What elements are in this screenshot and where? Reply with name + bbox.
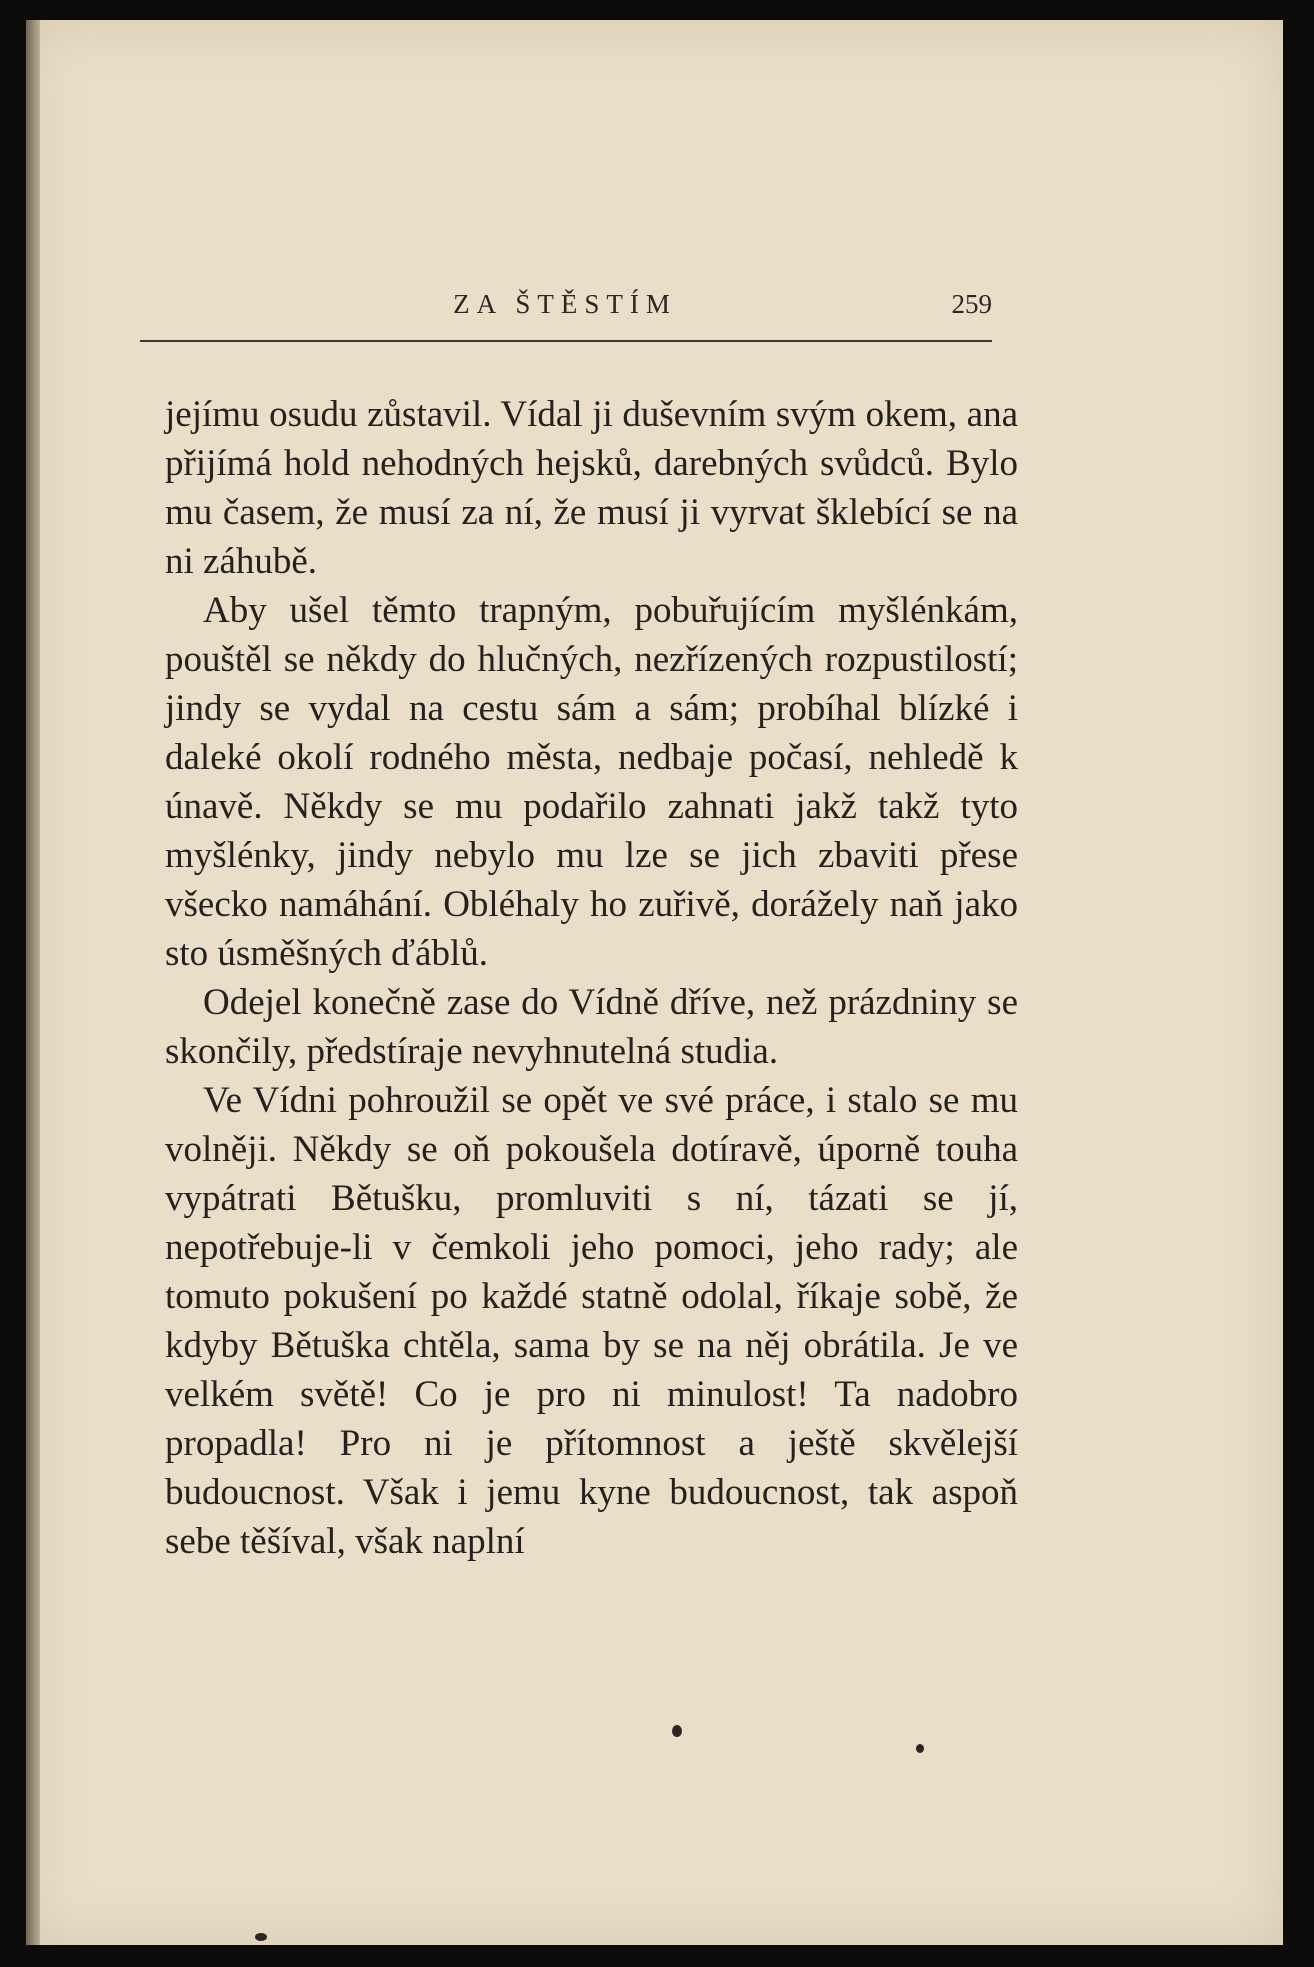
ink-speck xyxy=(916,1744,924,1753)
paragraph-1: jejímu osudu zůstavil. Vídal ji duševním svým okem, ana přijímá hold nehodných hejsků, darebných svůdců. Bylo mu časem, že musí za ní, že musí ji vyrvat šklebící se na ni záhubě. xyxy=(165,394,1018,582)
paragraph-3: Odejel konečně zase do Vídně dříve, než prázdniny se skončily, předstíraje nevyhnutelná studia. xyxy=(165,982,1018,1072)
paragraph-4: Ve Vídni pohroužil se opět ve své práce, i stalo se mu volněji. Někdy se oň pokoušela dotíravě, úporně touha vypátrati Bětušku, promluviti s ní, tázati se jí, nepotřebuje-li v čemkoli jeho pomoci, jeho rady; ale tomuto pokušení po každé statně odolal, říkaje sobě, že kdyby Bětuška chtěla, sama by se na něj obrátila. Je ve velkém světě! Co je pro ni minulost! Ta nadobro propadla! Pro ni je přítomnost a ještě skvělejší budoucnost. Však i jemu kyne budoucnost, tak aspoň sebe těšíval, však naplní xyxy=(165,1080,1018,1562)
running-head xyxy=(138,281,992,331)
header-rule xyxy=(140,340,992,342)
running-title: ZA ŠTĚSTÍM xyxy=(453,289,677,319)
ink-speck xyxy=(255,1933,267,1941)
ink-speck xyxy=(672,1725,682,1737)
paragraph-2: Aby ušel těmto trapným, pobuřujícím myšlénkám, pouštěl se někdy do hlučných, nezřízených rozpustilostí; jindy se vydal na cestu sám a sám; probíhal blízké i daleké okolí rodného města, nedbaje počasí, nehledě k únavě. Někdy se mu podařilo zahnati jakž takž tyto myšlénky, jindy nebylo mu lze se jich zbaviti přese všecko namáhání. Obléhaly ho zuřivě, dorážely naň jako sto úsměšných ďáblů. xyxy=(165,590,1018,974)
body-text xyxy=(165,390,1018,1566)
page-number: 259 xyxy=(951,289,992,319)
page-spine-edge xyxy=(26,20,40,1945)
